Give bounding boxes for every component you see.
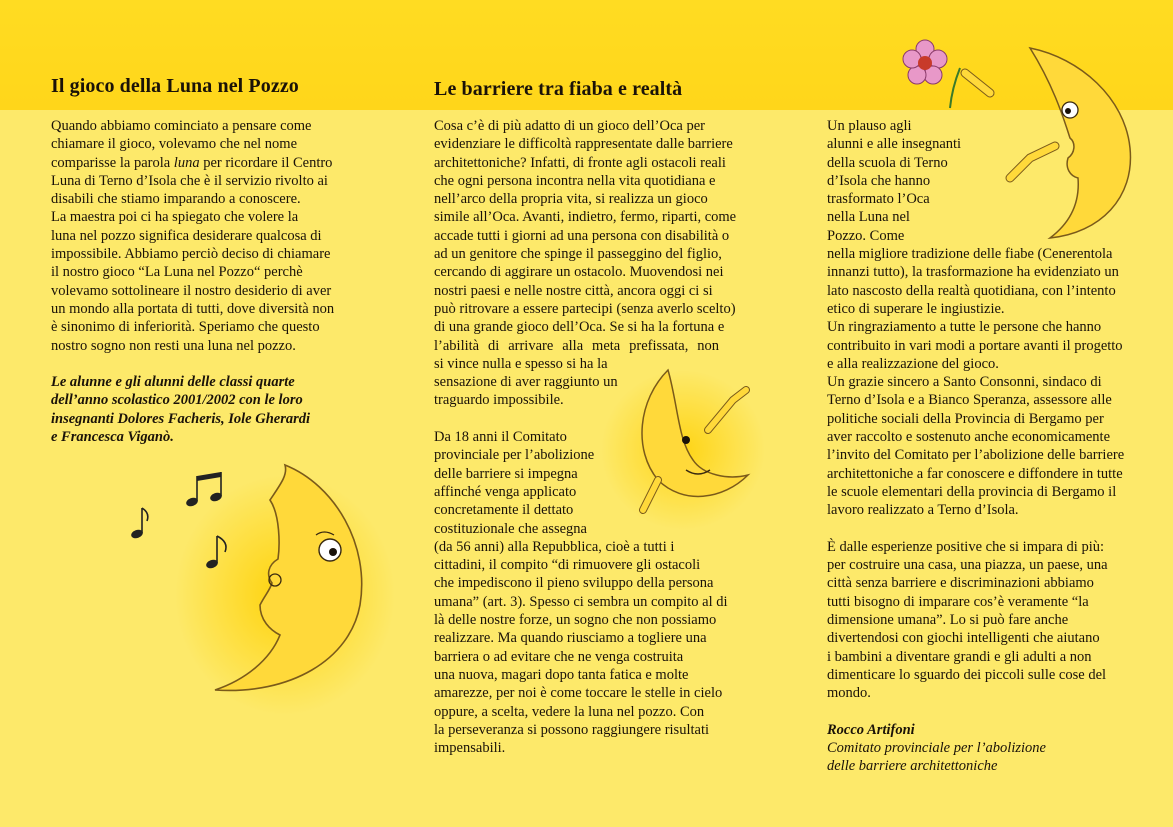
col1-title: Il gioco della Luna nel Pozzo [51, 75, 299, 97]
music-note-icon [130, 505, 152, 541]
text-line: alunni e alle insegnanti [827, 136, 962, 153]
text-line: aver raccolto e sostenuto anche economicamente [827, 429, 1111, 446]
text-line: della scuola di Terno [827, 154, 948, 171]
text-line: nostro sogno non resti una luna nel pozzo. [51, 337, 296, 354]
text-line: comparisse la parola luna per ricordare il Centro [51, 154, 333, 171]
text-line: concretamente il dettato [434, 502, 574, 519]
text-line: barriera o ad evitare che ne venga costruita [434, 648, 684, 665]
col1-text [51, 117, 351, 446]
text-line: nella migliore tradizione delle fiabe (Cenerentola [827, 246, 1113, 263]
flower-icon [903, 40, 947, 84]
text-line: Un grazie sincero a Santo Consonni, sindaco di [827, 374, 1102, 391]
text-line: si vince nulla e spesso si ha la [434, 355, 608, 372]
text-line: realizzare. Ma quando riusciamo a togliere una [434, 630, 707, 647]
text-line: evidenziare le difficoltà rappresentate dalle barriere [434, 136, 733, 153]
text-line: architettoniche? Infatti, di fronte agli ostacoli reali [434, 154, 726, 171]
moon-with-flower-illustration [880, 28, 1160, 258]
text-line: amarezze, per noi è come toccare le stelle in cielo [434, 685, 723, 702]
signature-line: Le alunne e gli alunni delle classi quarte [51, 374, 295, 391]
text-line: ad un genitore che spinge il passeggino del figlio, [434, 246, 722, 263]
text-line: costituzionale che assegna [434, 520, 587, 537]
text-line: disabili che stiamo imparando a conoscere. [51, 191, 301, 208]
text-line: l’invito del Comitato per l’abolizione delle barriere [827, 447, 1125, 464]
text-line: dimenticare lo sguardo dei piccoli sulle cose del [827, 666, 1107, 683]
text-line: La maestra poi ci ha spiegato che volere la [51, 209, 299, 226]
text-line: impossibile. Abbiamo perciò deciso di chiamare [51, 246, 331, 263]
text-line: le scuole elementari della provincia di Bergamo il [827, 483, 1117, 500]
text-line: luna nel pozzo significa desiderare qualcosa di [51, 227, 322, 244]
text-line: il nostro gioco “La Luna nel Pozzo“ perchè [51, 264, 303, 281]
text-line: divertendosi con giochi intelligenti che aiutano [827, 630, 1100, 647]
text-line: nell’arco della propria vita, si realizza un gioco [434, 191, 708, 208]
signature-role: Comitato provinciale per l’abolizione [827, 740, 1046, 757]
text-line: un mondo alla portata di tutti, dove diversità non [51, 300, 335, 317]
text-line: la perseveranza si possono raggiungere risultati [434, 721, 710, 738]
text-line: lato nascosto della realtà quotidiana, con l’intento [827, 282, 1116, 299]
text-line: È dalle esperienze positive che si impara di più: [827, 538, 1105, 555]
text-line: per costruire una casa, una piazza, un paese, una [827, 557, 1108, 574]
text-line: cercando di aggirare un ostacolo. Muovendosi nei [434, 264, 724, 281]
signature-role: delle barriere architettoniche [827, 758, 998, 775]
text-line: simile all’Oca. Avanti, indietro, fermo, riparti, come [434, 209, 737, 226]
italic-word-luna: luna [173, 154, 200, 171]
text-line: di una grande gioco dell’Oca. Se si ha la fortuna e [434, 319, 725, 336]
text-line: politiche sociali della Provincia di Bergamo per [827, 410, 1104, 427]
text-line: Quando abbiamo cominciato a pensare come [51, 118, 312, 134]
text-line: Cosa c’è di più adatto di un gioco dell’Oca per [434, 118, 705, 134]
text-line: affinché venga applicato [434, 483, 577, 500]
text-line: nella Luna nel [827, 209, 910, 226]
text-line: provinciale per l’abolizione [434, 447, 595, 464]
music-note-icon [185, 470, 225, 510]
text-line: è sinonimo di inferiorità. Speriamo che questo [51, 319, 320, 336]
text-line: cittadini, il compito “di rimuovere gli ostacoli [434, 557, 701, 574]
text-line: tutti bisogno di imparare cos’è veramente “la [827, 593, 1089, 610]
text-line: che impediscono il pieno sviluppo della persona [434, 575, 714, 592]
text-line: lavoro realizzato a Terno d’Isola. [827, 502, 1019, 519]
text-line: e alla realizzazione del gioco. [827, 355, 999, 372]
text-line: una nuova, magari dopo tanta fatica e molte [434, 666, 689, 683]
text-line: oppure, a scelta, vedere la luna nel pozzo. Con [434, 703, 705, 720]
text-line: traguardo impossibile. [434, 392, 564, 409]
text-line: dimensione umana”. Lo si può fare anche [827, 612, 1069, 629]
text-line: là delle nostre forze, un sogno che non possiamo [434, 612, 717, 629]
waving-moon-illustration [598, 360, 773, 535]
text-line: Un ringraziamento a tutte le persone che hanno [827, 319, 1102, 336]
text-line: accade tutti i giorni ad una persona con disabilità o [434, 227, 730, 244]
signature-name: Rocco Artifoni [827, 721, 915, 738]
text-line: mondo. [827, 685, 871, 702]
text-line: umana” (art. 3). Spesso ci sembra un compito al di [434, 593, 728, 610]
text-line: Terno d’Isola e a Bianco Speranza, assessore alle [827, 392, 1112, 409]
text-line: architettoniche a far conoscere e diffondere in tutte [827, 465, 1123, 482]
text-line: l’abilità di arrivare alla meta prefissata, non [434, 337, 719, 354]
text-line: impensabili. [434, 740, 506, 757]
text-line: Da 18 anni il Comitato [434, 429, 567, 446]
text-line: etico di superare le ingiustizie. [827, 300, 1005, 317]
col2-title: Le barriere tra fiaba e realtà [434, 78, 683, 100]
text-line: può ritrovare a essere partecipi (senza averlo scelto) [434, 300, 736, 317]
text-line: innanzi tutto), la trasformazione ha evidenziato un [827, 264, 1119, 281]
text-line: nostri paesi e nelle nostre città, ancora oggi ci si [434, 282, 713, 299]
music-note-icon [205, 532, 235, 572]
text-line: delle barriere si impegna [434, 465, 578, 482]
text-line: d’Isola che hanno [827, 172, 931, 189]
text-line: Luna di Terno d’Isola che è il servizio rivolto ai [51, 172, 328, 189]
text-line: che ogni persona incontra nella vita quotidiana e [434, 172, 716, 189]
text-line: (da 56 anni) alla Repubblica, cioè a tutti i [434, 538, 675, 555]
text-line: sensazione di aver raggiunto un [434, 374, 618, 391]
signature-line: dell’anno scolastico 2001/2002 con le loro [51, 392, 303, 409]
text-line: contribuito in vari modi a portare avanti il progetto [827, 337, 1123, 354]
text-line: i bambini a diventare grandi e gli adulti a non [827, 648, 1092, 665]
signature-line: insegnanti Dolores Facheris, Iole Gherardi [51, 410, 311, 427]
text-line: Pozzo. Come [827, 227, 905, 244]
text-line: trasformato l’Oca [827, 191, 930, 208]
text-line: Un plauso agli [827, 118, 912, 134]
text-line: città senza barriere e discriminazioni abbiamo [827, 575, 1094, 592]
text-line: volevamo sottolineare il nostro desiderio di aver [51, 282, 332, 299]
signature-line: e Francesca Viganò. [51, 429, 174, 446]
text-line: chiamare il gioco, volevamo che nel nome [51, 136, 298, 153]
singing-moon-illustration [120, 455, 380, 715]
